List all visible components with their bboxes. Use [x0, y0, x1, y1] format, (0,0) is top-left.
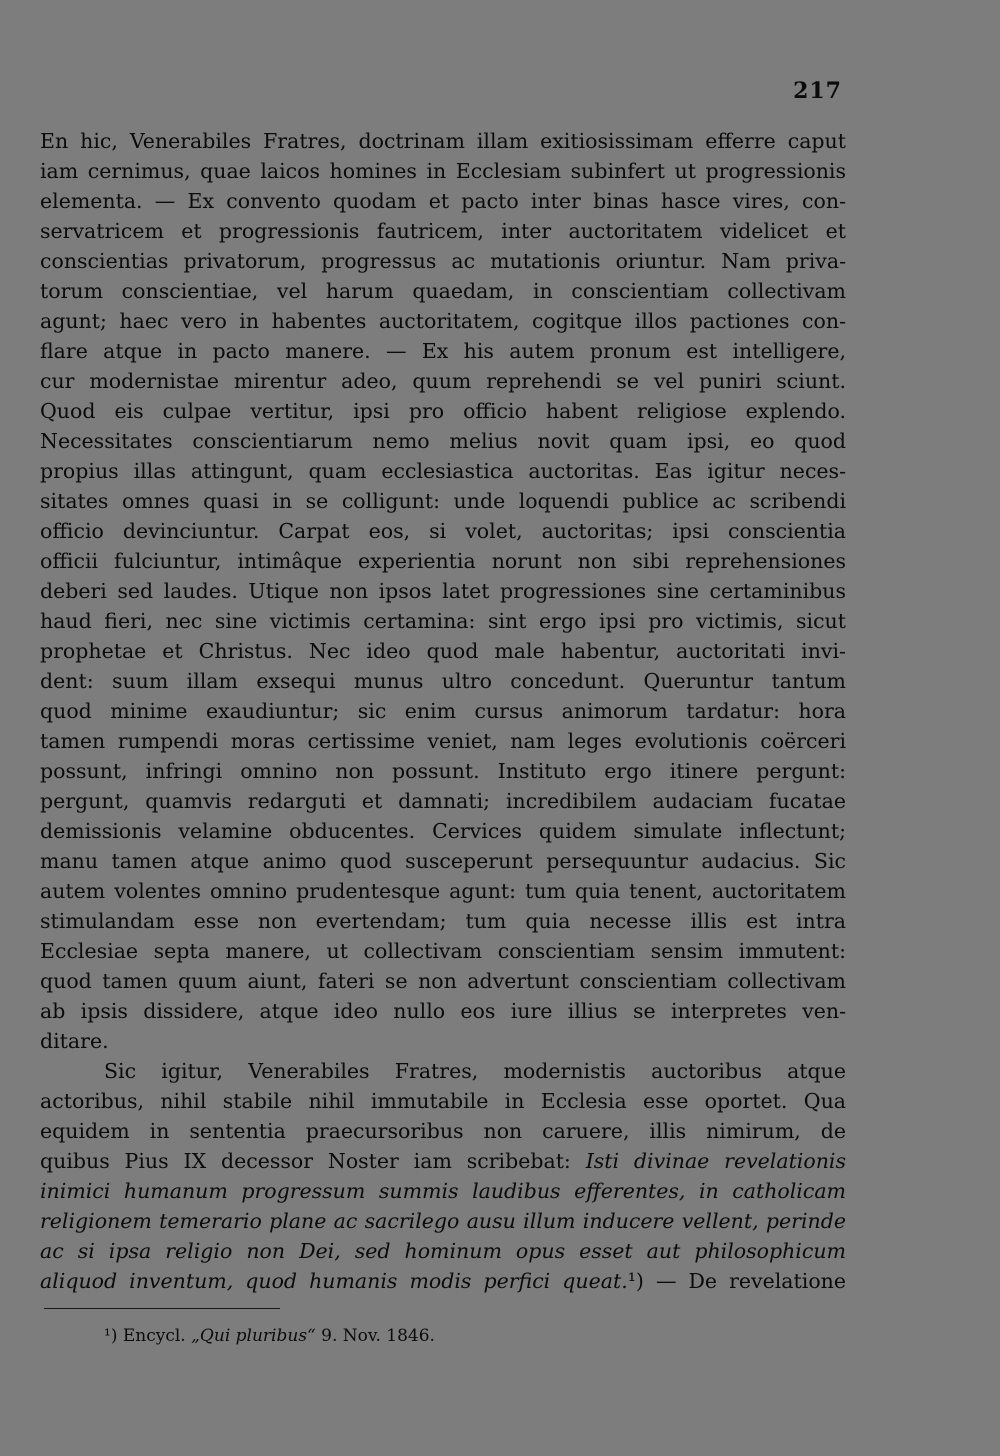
text-line: En hic, Venerabiles Fratres, doctrinam illam exitiosissimam efferre caput: [40, 129, 846, 153]
text-line: tamen rumpendi moras certissime veniet, nam leges evolutionis coërceri: [40, 729, 846, 753]
text-line: servatricem et progressionis fautricem, inter auctoritatem videlicet et: [40, 219, 846, 243]
text-line: quod minime exaudiuntur; sic enim cursus animorum tardatur: hora: [40, 699, 846, 723]
text-segment: quibus Pius IX decessor Noster iam scribebat:: [40, 1149, 571, 1173]
quotation-segment: aliquod inventum, quod humanis modis perfici queat.: [40, 1269, 628, 1293]
text-line: Ecclesiae septa manere, ut collectivam conscientiam sensim immutent:: [40, 939, 846, 963]
footnote-title: „Qui pluribus“: [191, 1326, 316, 1346]
text-line: deberi sed laudes. Utique non ipsos latet progressiones sine certaminibus: [40, 579, 846, 603]
text-line: haud fieri, nec sine victimis certamina: sint ergo ipsi pro victimis, sicut: [40, 609, 846, 633]
quotation-segment: religionem temerario plane ac sacrilego ausu illum inducere vellent, perinde: [40, 1209, 846, 1233]
footnote-prefix: Encycl.: [122, 1326, 186, 1346]
text-line: [40, 1176, 846, 1206]
text-line: elementa. — Ex convento quodam et pacto inter binas hasce vires, con-: [40, 189, 846, 213]
text-line: ditare.: [40, 1029, 109, 1053]
paragraph-start-line: Sic igitur, Venerabiles Fratres, modernistis auctoribus atque: [104, 1059, 846, 1083]
text-line: iam cernimus, quae laicos homines in Ecclesiam subinfert ut progressionis: [40, 159, 846, 183]
text-line: actoribus, nihil stabile nihil immutabile in Ecclesia esse oportet. Qua: [40, 1089, 846, 1113]
text-line: ab ipsis dissidere, atque ideo nullo eos iure illius se interpretes ven-: [40, 999, 846, 1023]
text-line: dent: suum illam exsequi munus ultro concedunt. Queruntur tantum: [40, 669, 846, 693]
body-text: [40, 126, 846, 1296]
quotation-segment: inimici humanum progressum summis laudibus efferentes, in catholicam: [40, 1179, 846, 1203]
text-line: possunt, infringi omnino non possunt. Instituto ergo itinere pergunt:: [40, 759, 846, 783]
footnote-date: 9. Nov. 1846.: [321, 1326, 435, 1346]
page-number: 217: [793, 78, 842, 104]
text-line: conscientias privatorum, progressus ac mutationis oriuntur. Nam priva-: [40, 249, 846, 273]
text-line: quod tamen quum aiunt, fateri se non advertunt conscientiam collectivam: [40, 969, 846, 993]
text-line: Necessitates conscientiarum nemo melius novit quam ipsi, eo quod: [40, 429, 846, 453]
text-line: Quod eis culpae vertitur, ipsi pro officio habent religiose explendo.: [40, 399, 846, 423]
text-line: sitates omnes quasi in se colligunt: unde loquendi publice ac scribendi: [40, 489, 846, 513]
footnote-divider: [44, 1308, 280, 1309]
text-line: flare atque in pacto manere. — Ex his autem pronum est intelligere,: [40, 339, 846, 363]
quotation-segment: ac si ipsa religio non Dei, sed hominum opus esset aut philosophicum: [40, 1239, 846, 1263]
text-line: autem volentes omnino prudentesque agunt: tum quia tenent, auctoritatem: [40, 879, 846, 903]
text-line: torum conscientiae, vel harum quaedam, in conscientiam collectivam: [40, 279, 846, 303]
text-line: demissionis velamine obducentes. Cervices quidem simulate inflectunt;: [40, 819, 846, 843]
text-line: pergunt, quamvis redarguti et damnati; incredibilem audaciam fucatae: [40, 789, 846, 813]
text-line: propius illas attingunt, quam ecclesiastica auctoritas. Eas igitur neces-: [40, 459, 846, 483]
footnote-marker: ¹): [104, 1326, 118, 1346]
footnote: [104, 1324, 435, 1348]
text-line: officii fulciuntur, intimâque experientia norunt non sibi reprehensiones: [40, 549, 846, 573]
text-line: manu tamen atque animo quod susceperunt persequuntur audacius. Sic: [40, 849, 846, 873]
text-line: prophetae et Christus. Nec ideo quod male habentur, auctoritati invi-: [40, 639, 846, 663]
text-line: stimulandam esse non evertendam; tum quia necesse illis est intra: [40, 909, 846, 933]
text-line: [40, 1236, 846, 1266]
text-segment: ¹) — De revelatione: [627, 1269, 846, 1293]
text-line: [40, 1146, 846, 1176]
text-line: [40, 1266, 846, 1296]
quotation-segment: Isti divinae revelationis: [585, 1149, 846, 1173]
text-line: equidem in sententia praecursoribus non caruere, illis nimirum, de: [40, 1119, 846, 1143]
text-line: [40, 1206, 846, 1236]
text-line: agunt; haec vero in habentes auctoritatem, cogitque illos pactiones con-: [40, 309, 846, 333]
text-line: cur modernistae mirentur adeo, quum reprehendi se vel puniri sciunt.: [40, 369, 846, 393]
text-line: officio devinciuntur. Carpat eos, si volet, auctoritas; ipsi conscientia: [40, 519, 846, 543]
